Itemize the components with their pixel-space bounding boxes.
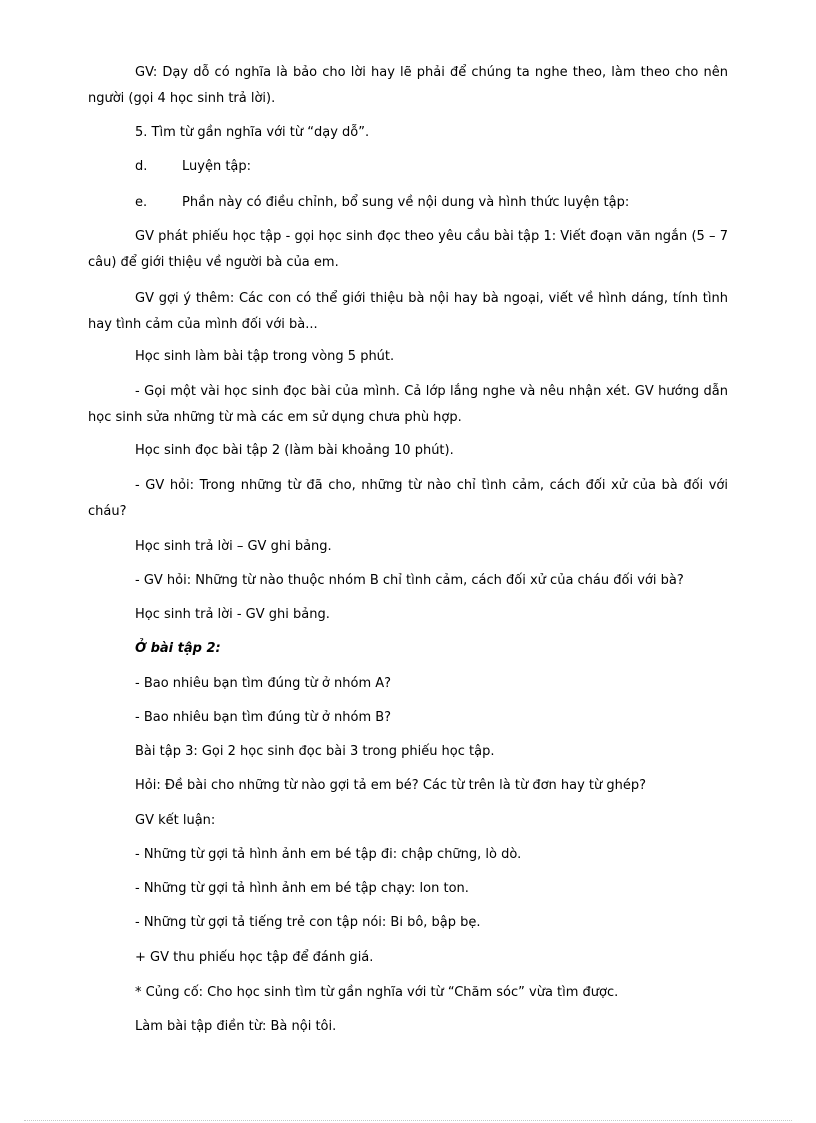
section-heading-exercise-2: Ở bài tập 2: bbox=[135, 641, 221, 656]
paragraph-consolidation: * Củng cố: Cho học sinh tìm từ gần nghĩa với từ “Chăm sóc” vừa tìm được. bbox=[135, 985, 619, 1000]
paragraph-conclusion-run: - Những từ gợi tả hình ảnh em bé tập chạy: lon ton. bbox=[135, 881, 469, 896]
paragraph-gv-suggestion: GV gợi ý thêm: Các con có thể giới thiệu bà nội hay bà ngoại, viết về hình dáng, tính tình hay tình cảm của mình đối với bà... bbox=[88, 291, 728, 332]
paragraph-conclusion-talk: - Những từ gợi tả tiếng trẻ con tập nói: Bi bô, bập bẹ. bbox=[135, 915, 481, 930]
paragraph-fill-in-exercise: Làm bài tập điền từ: Bà nội tôi. bbox=[135, 1019, 337, 1034]
list-item-e bbox=[135, 190, 629, 216]
list-marker-d: d. bbox=[135, 159, 148, 174]
paragraph-item-5: 5. Tìm từ gần nghĩa với từ “dạy dỗ”. bbox=[135, 125, 370, 140]
paragraph-collect-sheets: + GV thu phiếu học tập để đánh giá. bbox=[135, 950, 374, 965]
paragraph-answer-1: Học sinh trả lời – GV ghi bảng. bbox=[135, 539, 332, 554]
paragraph-gv-question-b: - GV hỏi: Những từ nào thuộc nhóm B chỉ tình cảm, cách đối xử của cháu đối với bà? bbox=[135, 573, 684, 588]
paragraph-read-aloud: - Gọi một vài học sinh đọc bài của mình. Cả lớp lắng nghe và nêu nhận xét. GV hướng dẫn học sinh sửa những từ mà các em sử dụng chưa phù hợp. bbox=[88, 384, 728, 425]
paragraph-exercise-3: Bài tập 3: Gọi 2 học sinh đọc bài 3 trong phiếu học tập. bbox=[135, 744, 495, 759]
list-text-d: Luyện tập: bbox=[182, 159, 252, 174]
paragraph-conclusion-heading: GV kết luận: bbox=[135, 813, 216, 828]
paragraph-answer-2: Học sinh trả lời - GV ghi bảng. bbox=[135, 607, 330, 622]
paragraph-conclusion-walk: - Những từ gợi tả hình ảnh em bé tập đi: chập chững, lò dò. bbox=[135, 847, 522, 862]
paragraph-question: Hỏi: Đề bài cho những từ nào gợi tả em bé? Các từ trên là từ đơn hay từ ghép? bbox=[135, 778, 647, 793]
paragraph-student-work: Học sinh làm bài tập trong vòng 5 phút. bbox=[135, 349, 395, 364]
paragraph-gv-definition: GV: Dạy dỗ có nghĩa là bảo cho lời hay lẽ phải để chúng ta nghe theo, làm theo cho nên người (gọi 4 học sinh trả lời). bbox=[88, 65, 728, 106]
paragraph-group-a: - Bao nhiêu bạn tìm đúng từ ở nhóm A? bbox=[135, 676, 392, 691]
paragraph-exercise-2: Học sinh đọc bài tập 2 (làm bài khoảng 10 phút). bbox=[135, 443, 454, 458]
footer-divider bbox=[24, 1120, 792, 1121]
list-item-d bbox=[135, 154, 251, 180]
list-text-e: Phần này có điều chỉnh, bổ sung về nội dung và hình thức luyện tập: bbox=[182, 195, 630, 210]
paragraph-gv-question-a: - GV hỏi: Trong những từ đã cho, những từ nào chỉ tình cảm, cách đối xử của bà đối với cháu? bbox=[88, 478, 728, 519]
paragraph-exercise-1: GV phát phiếu học tập - gọi học sinh đọc theo yêu cầu bài tập 1: Viết đoạn văn ngắn (5 – 7 câu) để giới thiệu về người bà của em. bbox=[88, 229, 728, 270]
paragraph-group-b: - Bao nhiêu bạn tìm đúng từ ở nhóm B? bbox=[135, 710, 392, 725]
list-marker-e: e. bbox=[135, 195, 148, 210]
